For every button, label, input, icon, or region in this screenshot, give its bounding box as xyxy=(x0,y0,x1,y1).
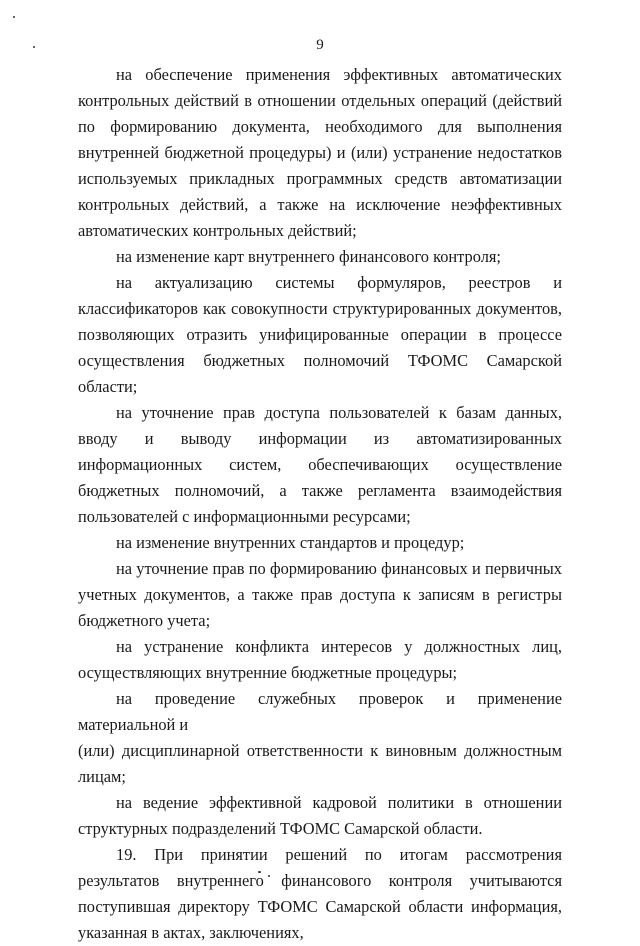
document-body xyxy=(78,62,562,946)
paragraph-forms-registers: на актуализацию системы формуляров, реестров и классификаторов как совокупности структурированных документов, позволяющих отразить унифицированные операции в процессе осуществления бюджетных полномочий ТФОМС Самарской области; xyxy=(78,273,562,396)
paragraph-official-inspections-continued: (или) дисциплинарной ответственности к виновным должностным лицам; xyxy=(78,741,562,786)
paragraph-official-inspections: на проведение служебных проверок и применение материальной и xyxy=(78,689,562,734)
paragraph-conflict-of-interest: на устранение конфликта интересов у должностных лиц, осуществляющих внутренние бюджетные процедуры; xyxy=(78,637,562,682)
page-number: 9 xyxy=(316,37,324,53)
paragraph-accounting-rights: на уточнение прав по формированию финансовых и первичных учетных документов, а также прав доступа к записям в регистры бюджетного учета; xyxy=(78,559,562,630)
paragraph-internal-standards: на изменение внутренних стандартов и процедур; xyxy=(116,533,465,552)
paragraph-access-rights: на уточнение прав доступа пользователей к базам данных, вводу и выводу информации из автоматизированных информационных систем, обеспечивающих осуществление бюджетных полномочий, а также регламента взаимодействия пользователей с информационными ресурсами; xyxy=(78,403,562,526)
paragraph-item-19: 19. При принятии решений по итогам рассмотрения результатов внутреннего финансового контроля учитываются поступившая директору ТФОМС Самарской области информация, указанная в актах, заключениях, xyxy=(78,845,562,942)
paragraph-automatic-controls: на обеспечение применения эффективных автоматических контрольных действий в отношении отдельных операций (действий по формированию документа, необходимого для выполнения внутренней бюджетной процедуры) и (или) устранение недостатков используемых прикладных программных средств автоматизации контрольных действий, а также на исключение неэффективных автоматических контрольных действий; xyxy=(78,65,562,240)
paragraph-control-cards: на изменение карт внутреннего финансового контроля; xyxy=(116,247,501,266)
paragraph-personnel-policy: на ведение эффективной кадровой политики в отношении структурных подразделений ТФОМС Самарской области. xyxy=(78,793,562,838)
scan-speck xyxy=(13,16,15,18)
